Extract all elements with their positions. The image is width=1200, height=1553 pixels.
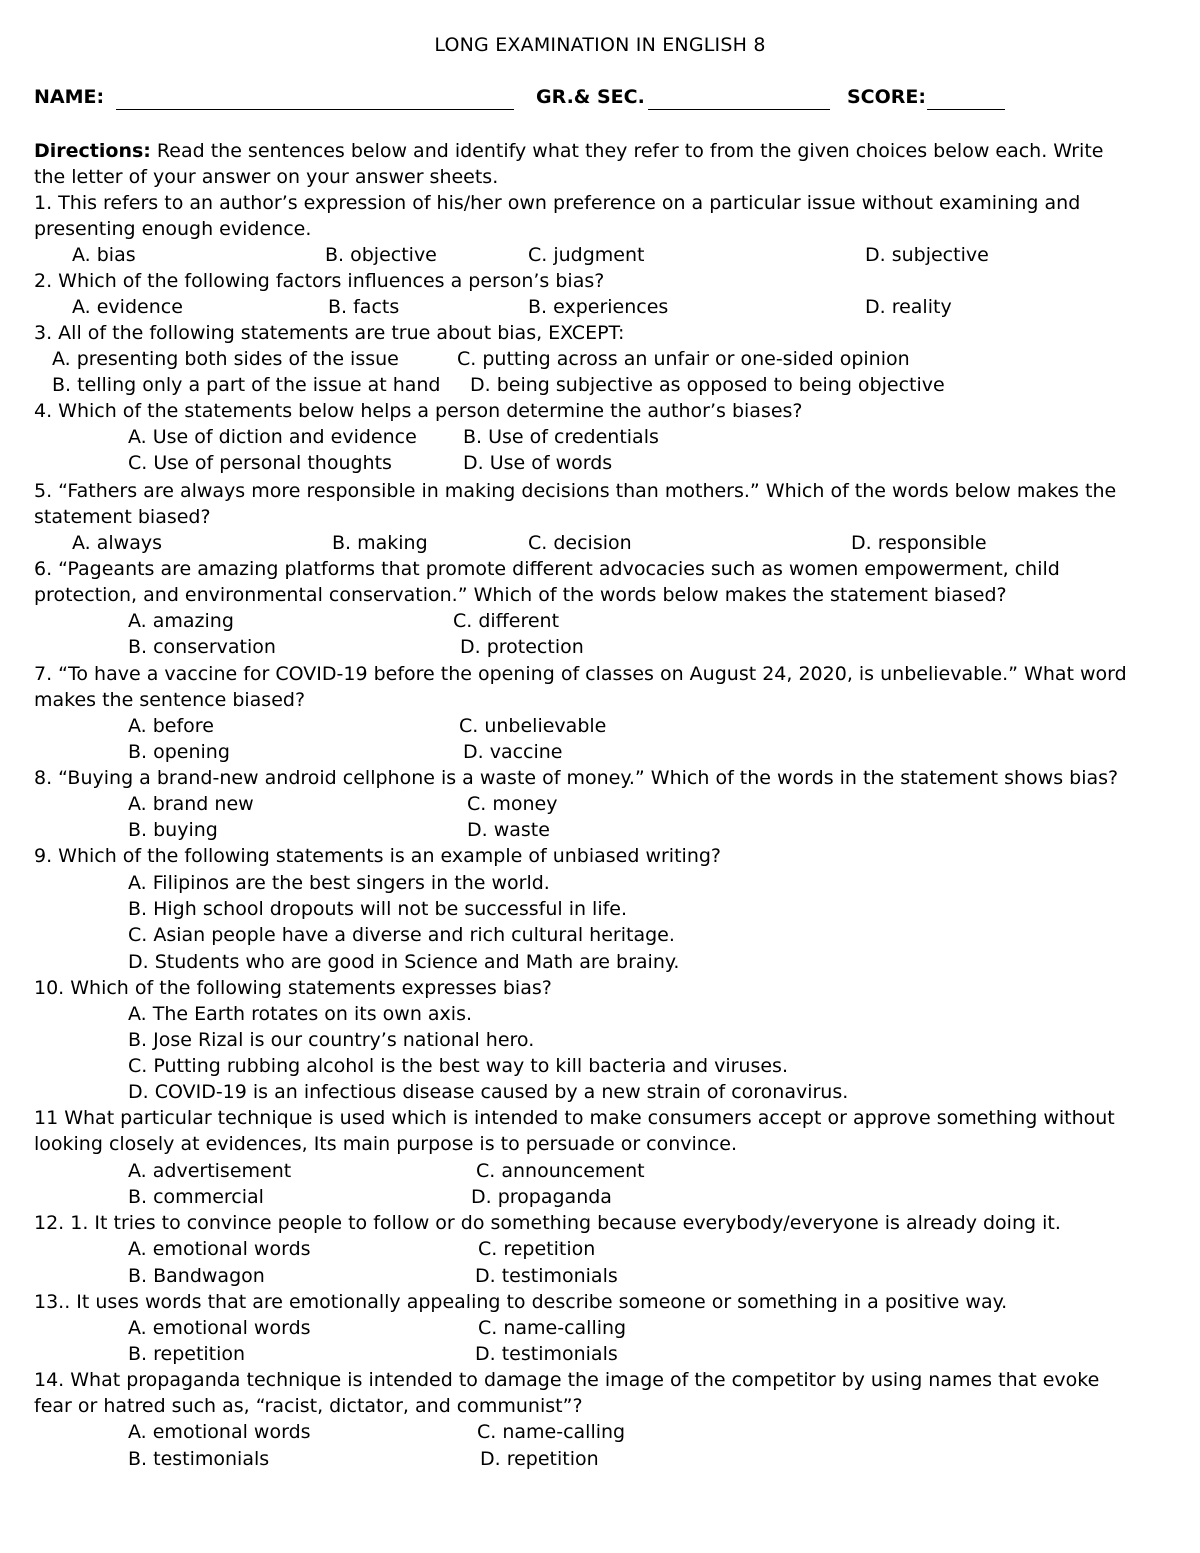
choice-a: A. The Earth rotates on its own axis. — [128, 1003, 473, 1025]
choice-a: A. Filipinos are the best singers in the world. — [128, 872, 550, 894]
choice-a: A. brand new — [128, 793, 254, 815]
choice-b: B. High school dropouts will not be successful in life. — [128, 898, 628, 920]
choice-a: A. emotional words — [128, 1317, 311, 1339]
choice-d: D. repetition — [480, 1448, 599, 1470]
question-text: presenting enough evidence. — [34, 218, 312, 240]
choice-c: C. name-calling — [477, 1421, 626, 1443]
choice-c: C. Asian people have a diverse and rich cultural heritage. — [128, 924, 675, 946]
choice-d: D. responsible — [851, 532, 987, 554]
choice-c: C. putting across an unfair or one-sided opinion — [457, 348, 910, 370]
choice-d: D. reality — [865, 296, 952, 318]
question-text: protection, and environmental conservation.” Which of the words below makes the statement biased? — [34, 584, 1007, 606]
question-text: 14. What propaganda technique is intended to damage the image of the competitor by using names that evoke — [34, 1369, 1100, 1391]
choice-a: A. advertisement — [128, 1160, 292, 1182]
question-text: statement biased? — [34, 506, 211, 528]
choice-b: B. commercial — [128, 1186, 264, 1208]
choice-b: B. objective — [325, 244, 437, 266]
choice-c: C. Use of personal thoughts — [128, 452, 392, 474]
choice-d: D. being subjective as opposed to being objective — [470, 374, 945, 396]
choice-d: D. waste — [467, 819, 550, 841]
choice-b: B. conservation — [128, 636, 276, 658]
score-blank-line — [927, 109, 1005, 110]
choice-a: A. before — [128, 715, 214, 737]
choice-b: B. telling only a part of the issue at hand — [52, 374, 441, 396]
choice-c: C. different — [453, 610, 560, 632]
directions-label: Directions: — [34, 140, 151, 162]
name-blank-line — [116, 109, 514, 110]
choice-b: B. Use of credentials — [463, 426, 659, 448]
choice-b: B. testimonials — [128, 1448, 270, 1470]
question-text: 10. Which of the following statements expresses bias? — [34, 977, 552, 999]
question-text: makes the sentence biased? — [34, 689, 306, 711]
choice-a: A. amazing — [128, 610, 234, 632]
grade-section-label: GR.& SEC. — [536, 86, 645, 108]
name-label: NAME: — [34, 86, 105, 108]
question-text: 7. “To have a vaccine for COVID-19 before the opening of classes on August 24, 2020, is unbelievable.” What word — [34, 663, 1127, 685]
question-text: 9. Which of the following statements is an example of unbiased writing? — [34, 845, 722, 867]
choice-c: C. repetition — [478, 1238, 596, 1260]
choice-c: C. Putting rubbing alcohol is the best way to kill bacteria and viruses. — [128, 1055, 788, 1077]
choice-d: D. protection — [460, 636, 584, 658]
choice-c: C. decision — [528, 532, 632, 554]
choice-c: B. experiences — [528, 296, 669, 318]
choice-a: A. emotional words — [128, 1238, 311, 1260]
directions-text-cont: the letter of your answer on your answer sheets. — [34, 166, 499, 188]
question-text: 8. “Buying a brand-new android cellphone is a waste of money.” Which of the words in the statement shows bias? — [34, 767, 1119, 789]
question-text: 12. 1. It tries to convince people to follow or do something because everybody/everyone is already doing it. — [34, 1212, 1061, 1234]
choice-b: B. making — [332, 532, 428, 554]
choice-d: D. testimonials — [475, 1265, 618, 1287]
choice-d: D. subjective — [865, 244, 989, 266]
choice-a: A. presenting both sides of the issue — [52, 348, 399, 370]
question-text: 13.. It uses words that are emotionally appealing to describe someone or something in a positive way. — [34, 1291, 1008, 1313]
choice-b: B. facts — [328, 296, 400, 318]
choice-d: D. propaganda — [471, 1186, 612, 1208]
choice-c: C. name-calling — [478, 1317, 627, 1339]
choice-d: D. Students who are good in Science and Math are brainy. — [128, 951, 680, 973]
choice-b: B. Bandwagon — [128, 1265, 265, 1287]
question-text: fear or hatred such as, “racist, dictator, and communist”? — [34, 1395, 583, 1417]
choice-a: A. always — [72, 532, 162, 554]
grade-section-blank-line — [648, 109, 830, 110]
choice-c: C. money — [467, 793, 558, 815]
question-text: 1. This refers to an author’s expression of his/her own preference on a particular issue without examining and — [34, 192, 1081, 214]
choice-a: A. evidence — [72, 296, 183, 318]
exam-title: LONG EXAMINATION IN ENGLISH 8 — [434, 34, 766, 56]
question-text: looking closely at evidences, Its main purpose is to persuade or convince. — [34, 1133, 738, 1155]
question-text: 2. Which of the following factors influences a person’s bias? — [34, 270, 605, 292]
choice-a: A. bias — [72, 244, 136, 266]
choice-d: D. Use of words — [463, 452, 613, 474]
choice-d: D. COVID-19 is an infectious disease caused by a new strain of coronavirus. — [128, 1081, 849, 1103]
choice-c: C. judgment — [528, 244, 645, 266]
question-text: 6. “Pageants are amazing platforms that promote different advocacies such as women empowerment, child — [34, 558, 1060, 580]
choice-b: B. repetition — [128, 1343, 246, 1365]
choice-b: B. Jose Rizal is our country’s national hero. — [128, 1029, 535, 1051]
question-text: 5. “Fathers are always more responsible in making decisions than mothers.” Which of the words below makes the — [34, 480, 1117, 502]
choice-b: B. buying — [128, 819, 218, 841]
directions-text: Read the sentences below and identify what they refer to from the given choices below each. Write — [150, 140, 1104, 162]
question-text: 3. All of the following statements are true about bias, EXCEPT: — [34, 322, 625, 344]
choice-a: A. Use of diction and evidence — [128, 426, 417, 448]
score-label: SCORE: — [847, 86, 926, 108]
choice-c: C. unbelievable — [459, 715, 607, 737]
question-text: 4. Which of the statements below helps a person determine the author’s biases? — [34, 400, 803, 422]
choice-b: B. opening — [128, 741, 230, 763]
choice-d: D. vaccine — [463, 741, 563, 763]
choice-d: D. testimonials — [475, 1343, 618, 1365]
question-text: 11 What particular technique is used which is intended to make consumers accept or approve something without — [34, 1107, 1115, 1129]
choice-c: C. announcement — [476, 1160, 645, 1182]
choice-a: A. emotional words — [128, 1421, 311, 1443]
